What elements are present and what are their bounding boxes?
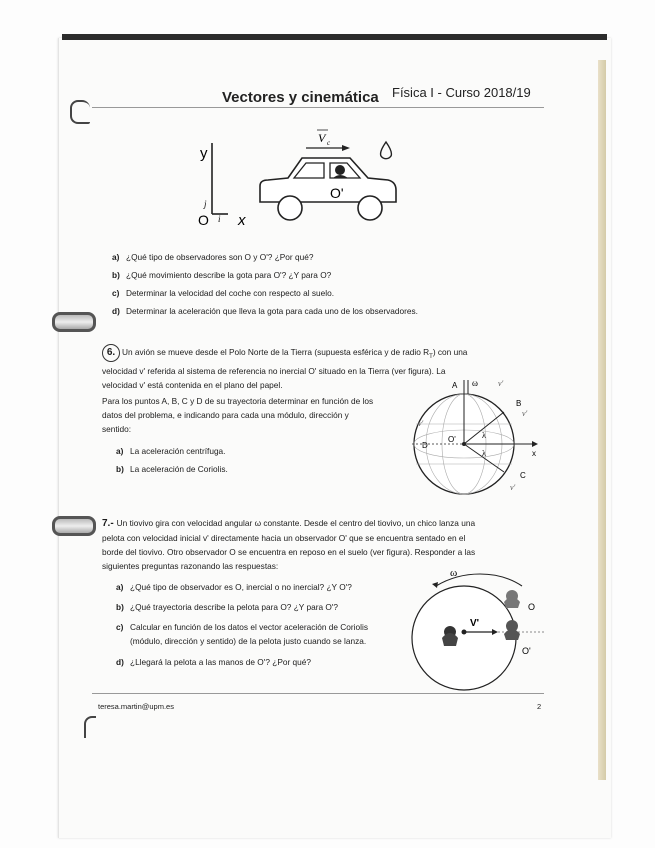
velocity-label: v' <box>522 409 528 418</box>
car-velocity-subscript: c <box>327 139 331 147</box>
point-c-label: C <box>520 471 526 480</box>
earth-figure <box>392 372 542 497</box>
velocity-label: V' <box>470 618 480 629</box>
binder-top-edge <box>62 34 607 40</box>
course-label: Física I - Curso 2018/19 <box>392 85 531 100</box>
point-a-label: A <box>452 381 458 390</box>
origin-label: O' <box>448 435 456 444</box>
origin-label: O <box>198 212 209 228</box>
point-d-label: D <box>422 441 428 450</box>
author-email: teresa.martin@upm.es <box>98 702 174 711</box>
list-item: c) Determinar la velocidad del coche con respecto al suelo. <box>112 288 334 298</box>
header-divider <box>92 107 544 108</box>
binder-ring-icon <box>52 312 96 332</box>
x-axis-label: x <box>238 212 246 228</box>
point-b-label: B <box>516 399 522 408</box>
q6-intro: 6. Un avión se mueve desde el Polo Norte de la Tierra (supuesta esférica y de radio $R_T$) con una velocidad v' referida al sistema de referencia no inercial O' situado en la Tierra (ver figura). La velocidad v' está contenida en el plano del papel. <box>102 344 526 392</box>
observer-oprime-label: O' <box>522 646 531 656</box>
car-velocity-label: V <box>318 131 326 145</box>
page-number: 2 <box>537 702 542 711</box>
list-item: d) Determinar la aceleración que lleva la gota para cada uno de los observadores. <box>112 306 418 316</box>
q7-intro: 7.- Un tiovivo gira con velocidad angular ω constante. Desde el centro del tiovivo, un chico lanza una pelota con velocidad inicial v' directamente hacia un observador O' que se encuentra sentado en el borde del tiovivo. Otro observador O se encuentra en reposo en el suelo (ver figura). Responder a las siguientes preguntas razonando las respuestas: <box>102 518 476 571</box>
x-axis-label: x <box>532 449 536 458</box>
list-item: d) ¿Llegará la pelota a las manos de O'? ¿Por qué? <box>116 657 311 667</box>
q7-number: 7.- <box>102 518 114 529</box>
velocity-label: v' <box>510 483 516 492</box>
q6-body: Para los puntos A, B, C y D de su trayectoria determinar en función de los datos del problema, e indicando para cada una módulo, dirección y sentido: <box>102 396 374 434</box>
list-item: b) ¿Qué movimiento describe la gota para O'? ¿Y para O? <box>112 270 332 280</box>
footer-divider <box>92 693 544 694</box>
oprime-label: O' <box>330 185 344 201</box>
list-item: b) ¿Qué trayectoria describe la pelota para O? ¿Y para O'? <box>116 602 339 612</box>
list-item: a) ¿Qué tipo de observadores son O y O'? ¿Por qué? <box>112 252 314 262</box>
i-unit-label: i <box>218 214 221 224</box>
list-item: b) La aceleración de Coriolis. <box>116 464 228 474</box>
list-item: a) La aceleración centrífuga. <box>116 446 226 456</box>
observer-o-label: O <box>528 602 536 612</box>
q6-number: 6. <box>102 344 120 362</box>
binder-ring-icon <box>52 516 96 536</box>
y-axis-label: y <box>200 145 208 162</box>
car-figure <box>190 128 420 228</box>
list-item: (módulo, dirección y sentido) de la pelota justo cuando se lanza. <box>130 636 367 646</box>
omega-label: ω <box>472 378 478 388</box>
omega-label: ω <box>450 567 458 579</box>
lambda-label: λ <box>482 431 486 440</box>
list-item: a) ¿Qué tipo de observador es O, inercial o no inercial? ¿Y O'? <box>116 582 352 592</box>
carousel-figure <box>408 566 548 692</box>
page-title: Vectores y cinemática <box>222 89 379 106</box>
velocity-label: v' <box>498 379 504 388</box>
binder-clip-icon <box>84 716 96 738</box>
list-item: c) Calcular en función de los datos el vector aceleración de Coriolis <box>116 622 368 632</box>
lambda-label: λ <box>482 449 486 458</box>
velocity-label: v' <box>418 419 424 428</box>
binder-clip-icon <box>70 100 90 124</box>
drop-icon <box>381 142 392 159</box>
j-unit-label: j <box>204 199 207 209</box>
page-right-edge <box>598 60 606 780</box>
